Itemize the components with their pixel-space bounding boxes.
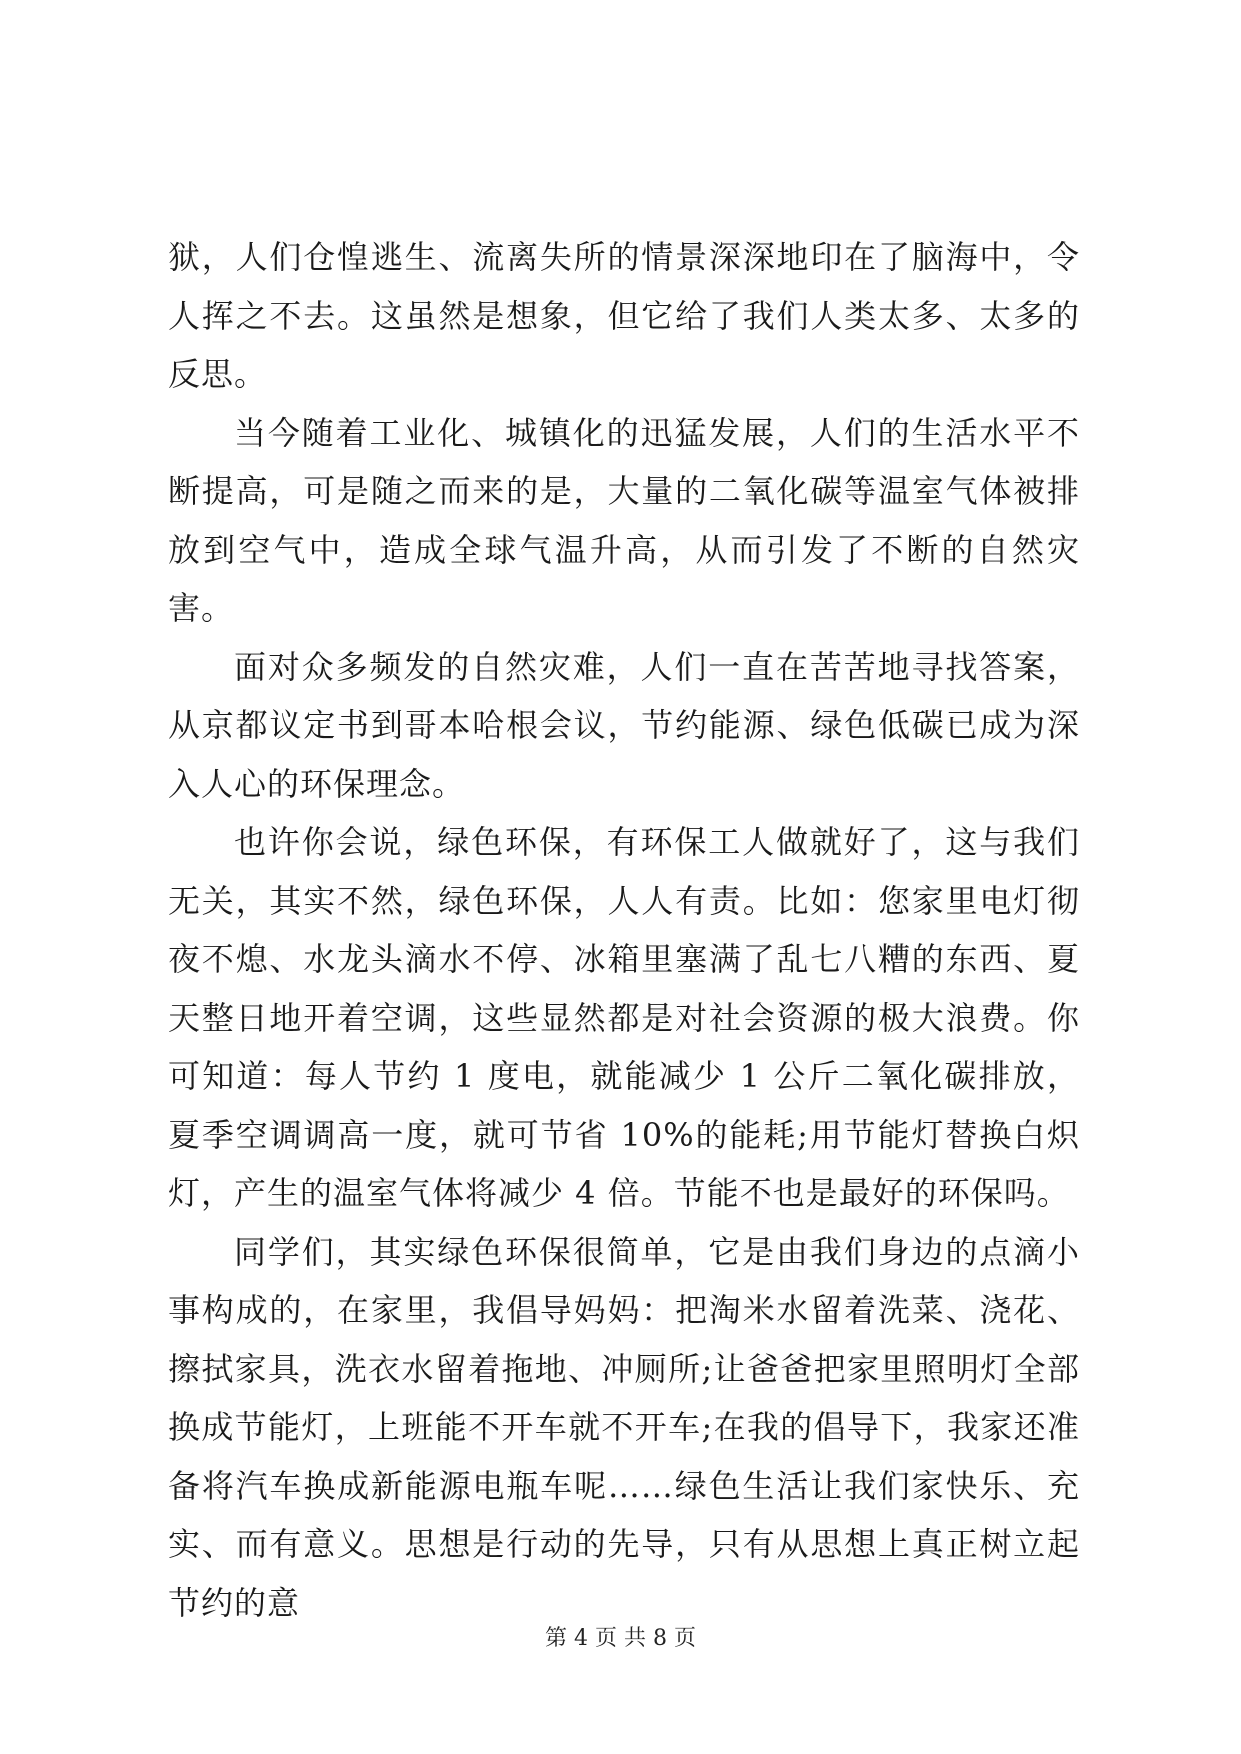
paragraph-5: 同学们，其实绿色环保很简单，它是由我们身边的点滴小事构成的，在家里，我倡导妈妈：把淘米水留着洗菜、浇花、擦拭家具，洗衣水留着拖地、冲厕所;让爸爸把家里照明灯全部换成节能灯，上班能不开车就不开车;在我的倡导下，我家还准备将汽车换成新能源电瓶车呢……绿色生活让我们家快乐、充实、而有意义。思想是行动的先导，只有从思想上真正树立起节约的意: [168, 1232, 1080, 1622]
paragraph-2: 当今随着工业化、城镇化的迅猛发展，人们的生活水平不断提高，可是随之而来的是，大量的二氧化碳等温室气体被排放到空气中，造成全球气温升高，从而引发了不断的自然灾害。: [168, 413, 1080, 627]
paragraph-1: 狱，人们仓惶逃生、流离失所的情景深深地印在了脑海中，令人挥之不去。这虽然是想象，但它给了我们人类太多、太多的反思。: [168, 238, 1080, 393]
document-body: [168, 228, 1080, 1632]
paragraph-4: 也许你会说，绿色环保，有环保工人做就好了，这与我们无关，其实不然，绿色环保，人人有责。比如：您家里电灯彻夜不熄、水龙头滴水不停、冰箱里塞满了乱七八糟的东西、夏天整日地开着空调，这些显然都是对社会资源的极大浪费。你可知道：每人节约 1 度电，就能减少 1 公斤二氧化碳排放，夏季空调调高一度，就可节省 10%的能耗;用节能灯替换白炽灯，产生的温室气体将减少 4 倍。节能不也是最好的环保吗。: [168, 823, 1080, 1212]
paragraph-3: 面对众多频发的自然灾难，人们一直在苦苦地寻找答案，从京都议定书到哥本哈根会议，节约能源、绿色低碳已成为深入人心的环保理念。: [168, 647, 1080, 803]
page-number-footer: 第 4 页 共 8 页: [545, 1626, 696, 1651]
